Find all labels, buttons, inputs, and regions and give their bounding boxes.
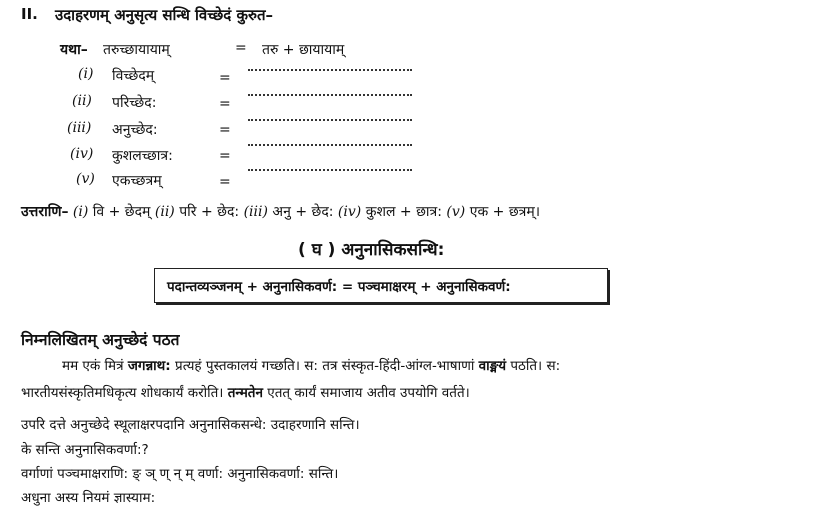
exercise-number: (iii) [67, 120, 92, 136]
exercise-eq: = [219, 96, 231, 112]
answer-number: (iv) [337, 204, 362, 220]
exercise-eq: = [219, 148, 231, 164]
answer-number: (iii) [243, 204, 268, 220]
subsection-title: ( घ ) अनुनासिकसन्धि: [298, 240, 445, 260]
passage-line-2 [21, 383, 470, 401]
exercise-number: (i) [78, 66, 94, 82]
passage-text: पठति। स: [506, 358, 561, 374]
exercise-eq: = [219, 174, 231, 190]
exercise-word: विच्छेदम् [112, 68, 155, 84]
exercise-number: (iv) [70, 146, 94, 162]
note-line: अधुना अस्य नियमं ज्ञास्याम: [21, 490, 156, 506]
answer-text: कुशल + छात्र: [365, 204, 442, 220]
answer-blank[interactable] [248, 69, 412, 71]
exercise-number: (ii) [72, 93, 92, 109]
exercise-word: अनुच्छेद: [112, 122, 158, 138]
note-line: वर्गाणां पञ्चमाक्षराणि: ङ् ञ् ण् न् म् वर्णा: अनुनासिकवर्णा: सन्ति। [21, 466, 339, 482]
passage-line-1 [62, 356, 560, 374]
answer-blank[interactable] [248, 119, 412, 121]
exercise-word: कुशलच्छात्र: [112, 148, 173, 164]
answer-number: (ii) [154, 204, 175, 220]
highlight-word: तन्मतेन [227, 385, 263, 401]
answer-text: अनु + छेद: [272, 204, 334, 220]
note-line: उपरि दत्ते अनुच्छेदे स्थूलाक्षरपदानि अनुनासिकसन्धे: उदाहरणानि सन्ति। [21, 417, 360, 433]
example-answer: तरु + छायायाम् [262, 42, 345, 58]
rule-text: पदान्तव्यञ्जनम् + अनुनासिकवर्ण: = पञ्चमाक्षरम् + अनुनासिकवर्ण: [167, 279, 511, 295]
exercise-eq: = [219, 70, 231, 86]
answer-blank[interactable] [248, 94, 412, 96]
highlight-word: जगन्नाथ: [127, 358, 171, 374]
section-number: II. [21, 5, 38, 23]
answers-line [21, 202, 540, 221]
exercise-word: परिच्छेद: [112, 95, 157, 111]
exercise-number: (v) [76, 171, 95, 187]
answer-text: परि + छेद: [179, 204, 240, 220]
answer-text: एक + छत्रम्। [469, 204, 541, 220]
passage-text: मम एकं मित्रं [62, 358, 128, 374]
answers-label: उत्तराणि– [21, 204, 69, 220]
answer-text: वि + छेदम् [92, 204, 151, 220]
highlight-word: वाङ्मयं [478, 358, 507, 374]
section-heading: उदाहरणम् अनुसृत्य सन्धि विच्छेदं कुरुत– [55, 6, 274, 24]
exercise-eq: = [219, 122, 231, 138]
rule-box [154, 268, 608, 303]
answer-number: (v) [446, 204, 466, 220]
answer-number: (i) [72, 204, 89, 220]
example-word: तरुच्छायायाम् [103, 42, 170, 58]
example-eq: = [235, 40, 247, 56]
note-line: के सन्ति अनुनासिकवर्णा:? [21, 442, 149, 458]
passage-heading: निम्नलिखितम् अनुच्छेदं पठत [21, 331, 180, 349]
exercise-word: एकच्छत्रम् [112, 173, 162, 189]
passage-text: एतत् कार्यं समाजाय अतीव उपयोगि वर्तते। [262, 385, 470, 401]
example-label: यथा– [60, 42, 88, 58]
answer-blank[interactable] [248, 169, 412, 171]
answer-blank[interactable] [248, 144, 412, 146]
passage-text: भारतीयसंस्कृतिमधिकृत्य शोधकार्यं करोति। [21, 385, 228, 401]
passage-text: प्रत्यहं पुस्तकालयं गच्छति। स: तत्र संस्कृत-हिंदी-आंग्ल-भाषाणां [170, 358, 479, 374]
